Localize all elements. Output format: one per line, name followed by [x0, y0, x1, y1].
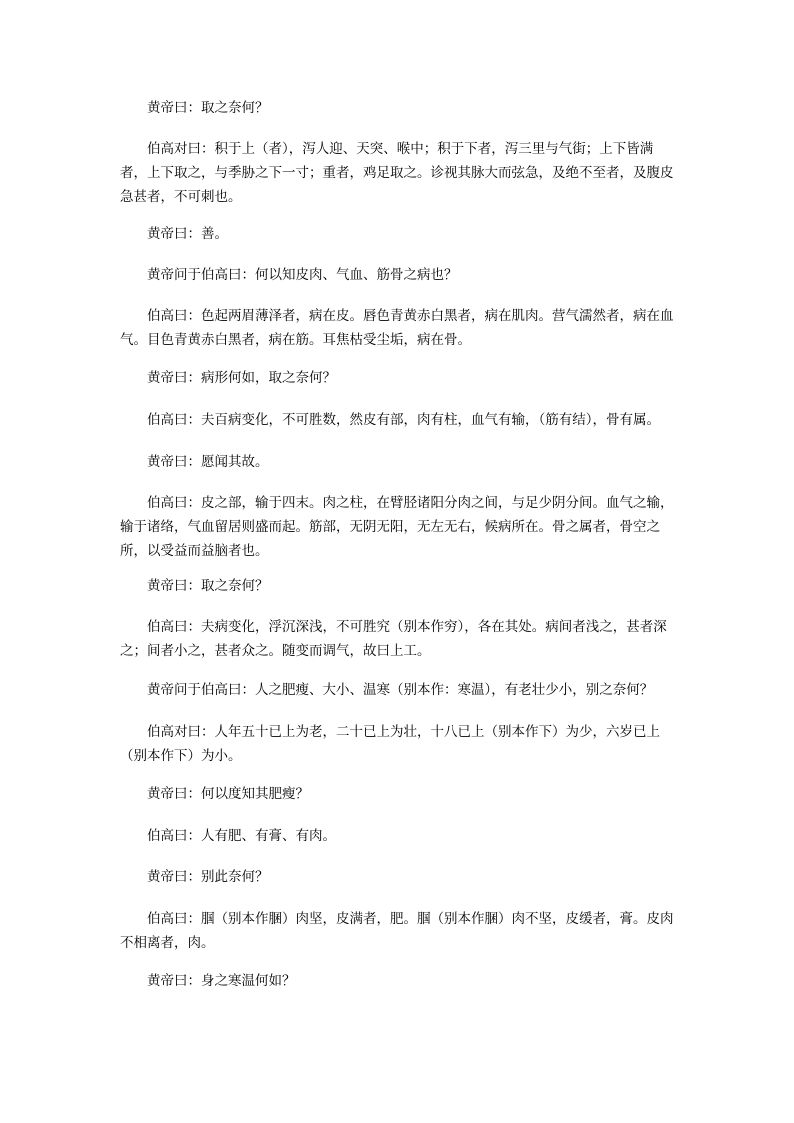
paragraph-11: 伯高曰：夫病变化，浮沉深浅，不可胜究（别本作穷），各在其处。病间者浅之，甚者深之；间者小之，甚者众之。随变而调气，故曰上工。: [120, 619, 667, 659]
paragraph-12: 黄帝问于伯高曰：人之肥瘦、大小、温寒（别本作：寒温），有老壮少小，别之奈何？: [147, 682, 654, 698]
paragraph-6: 黄帝曰：病形何如，取之奈何？: [147, 370, 336, 386]
paragraph-17: 伯高曰：腘（别本作䐃）肉坚，皮满者，肥。腘（别本作䐃）肉不坚，皮缓者，膏。皮肉不相离者，肉。: [120, 911, 674, 951]
paragraph-1: 黄帝曰：取之奈何？: [147, 100, 269, 116]
paragraph-3: 黄帝曰：善。: [147, 226, 228, 242]
paragraph-14: 黄帝曰：何以度知其肥瘦？: [147, 786, 309, 802]
paragraph-4: 黄帝问于伯高曰：何以知皮肉、气血、筋骨之病也？: [147, 267, 458, 283]
paragraph-18: 黄帝曰：身之寒温何如？: [147, 973, 296, 989]
paragraph-8: 黄帝曰：愿闻其故。: [147, 454, 269, 470]
paragraph-9: 伯高曰：皮之部，输于四末。肉之柱，在臂胫诸阳分肉之间，与足少阴分间。血气之输，输于诸络，气血留居则盛而起。筋部，无阴无阳，无左无右，候病所在。骨之属者，骨空之所，以受益而益脑者也。: [120, 495, 674, 559]
paragraph-15: 伯高曰：人有肥、有膏、有肉。: [147, 828, 336, 844]
paragraph-10: 黄帝曰：取之奈何？: [147, 578, 269, 594]
paragraph-2: 伯高对曰：积于上（者），泻人迎、天突、喉中；积于下者，泻三里与气街；上下皆满者，上下取之，与季胁之下一寸；重者，鸡足取之。诊视其脉大而弦急，及绝不至者，及腹皮急甚者，不可刺也。: [120, 141, 674, 205]
paragraph-13: 伯高对曰：人年五十已上为老，二十已上为壮，十八已上（别本作下）为少，六岁已上（别本作下）为小。: [120, 724, 660, 764]
paragraph-5: 伯高曰：色起两眉薄泽者，病在皮。唇色青黄赤白黑者，病在肌肉。营气濡然者，病在血气。目色青黄赤白黑者，病在筋。耳焦枯受尘垢，病在骨。: [120, 308, 674, 348]
paragraph-7: 伯高曰：夫百病变化，不可胜数，然皮有部，肉有柱，血气有输，（筋有结），骨有属。: [147, 412, 660, 428]
paragraph-16: 黄帝曰：别此奈何？: [147, 869, 269, 885]
